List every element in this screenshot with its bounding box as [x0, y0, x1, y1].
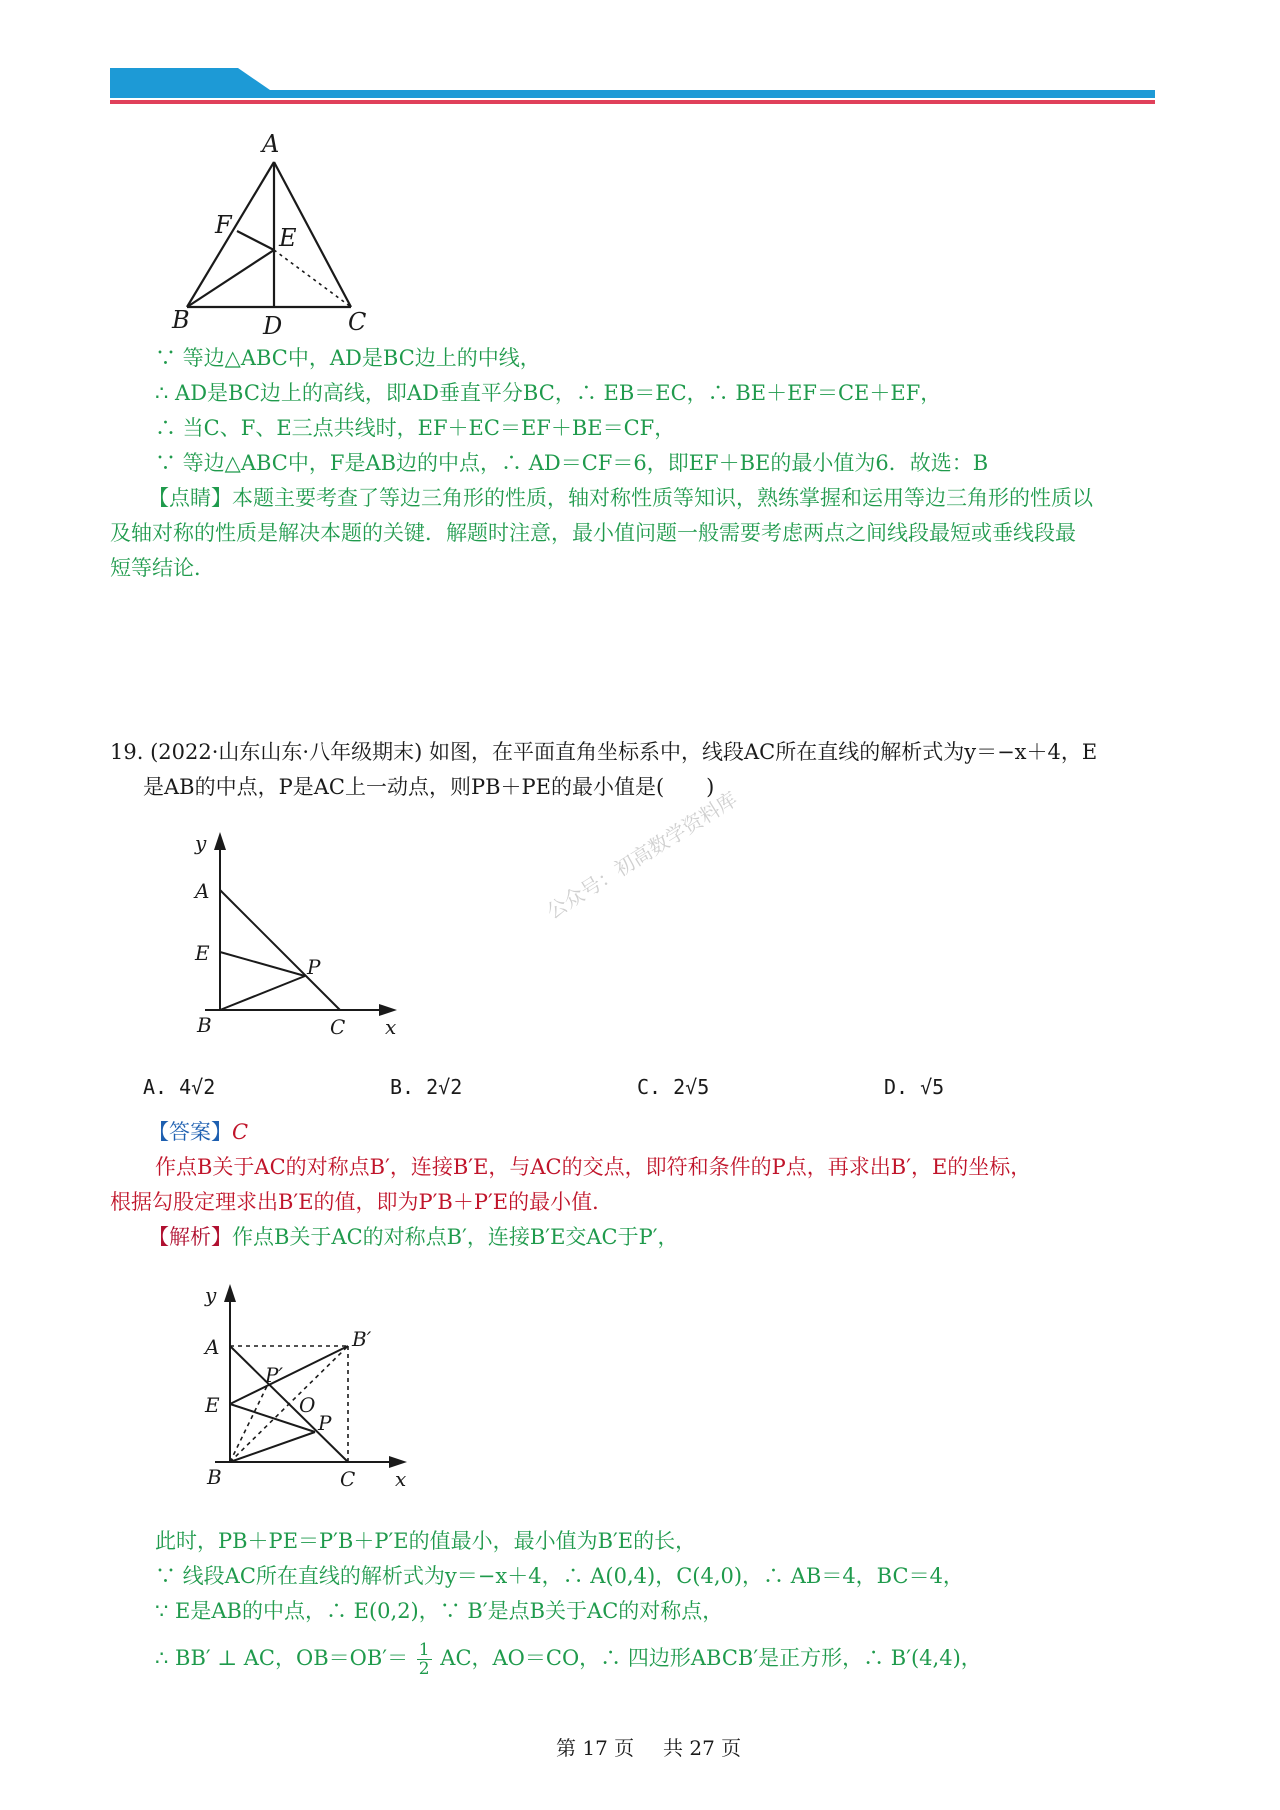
option-d[interactable] [884, 1075, 944, 1099]
label-F: F [215, 211, 232, 239]
question-text-1: 如图，在平面直角坐标系中，线段AC所在直线的解析式为y＝−x＋4，E [428, 740, 1098, 764]
fraction-denominator: 2 [418, 1659, 430, 1679]
solution-line-2: ∴ AD是BC边上的高线，即AD垂直平分BC，∴ EB＝EC，∴ BE＋EF＝CE＋EF， [155, 381, 942, 405]
answer-value: C [232, 1120, 249, 1144]
analysis-line-2: ∵ 线段AC所在直线的解析式为y＝−x＋4，∴ A(0,4)，C(4,0)，∴ AB＝4，BC＝4， [155, 1564, 964, 1588]
label-A: A [205, 1335, 220, 1359]
comment-line-2: 及轴对称的性质是解决本题的关键．解题时注意，最小值问题一般需要考虑两点之间线段最短或垂线段最 [110, 521, 1076, 545]
option-a-text: 4√2 [179, 1075, 216, 1099]
axis-y-label: y [195, 831, 207, 855]
axis-x-label: x [395, 1467, 407, 1491]
comment-line-3: 短等结论． [110, 556, 215, 580]
option-b-text: 2√2 [426, 1075, 463, 1099]
triangle-figure [165, 130, 395, 340]
option-c[interactable] [637, 1075, 709, 1099]
option-a-letter: A. [143, 1075, 168, 1099]
label-E: E [279, 224, 297, 252]
label-B: B [207, 1465, 222, 1489]
question-number: 19. [110, 740, 144, 764]
label-E: E [195, 941, 210, 965]
label-C: C [330, 1015, 346, 1039]
question-line-2: 是AB的中点，P是AC上一动点，则PB＋PE的最小值是( ) [143, 775, 715, 799]
label-E: E [205, 1393, 220, 1417]
option-a[interactable] [143, 1075, 215, 1099]
option-d-text: √5 [920, 1075, 945, 1099]
watermark: 公众号：初高数学资料库 [542, 786, 742, 924]
answer-hint-1: 作点B关于AC的对称点B′，连接B′E，与AC的交点，即符和条件的P点，再求出B′，E的坐标， [155, 1155, 1032, 1179]
analysis-line-1: 此时，PB＋PE＝P′B＋P′E的值最小，最小值为B′E的长， [155, 1529, 697, 1553]
label-C: C [348, 308, 367, 336]
fraction [417, 1641, 432, 1678]
label-P: P [318, 1411, 332, 1435]
label-D: D [263, 312, 283, 340]
axis-x-label: x [385, 1015, 397, 1039]
question-line-1 [110, 737, 1097, 767]
fraction-numerator: 1 [418, 1640, 430, 1660]
comment-line-1 [148, 483, 1093, 513]
answer-line [148, 1117, 248, 1147]
analysis-line-4a: ∴ BB′ ⊥ AC，OB＝OB′＝ [155, 1646, 409, 1670]
header-band [110, 68, 1155, 108]
solution-line-3: ∴ 当C、F、E三点共线时，EF＋EC＝EF＋BE＝CF， [155, 416, 676, 440]
reflection-figure [185, 1282, 415, 1497]
coordinate-figure [185, 830, 415, 1045]
label-B: B [172, 306, 190, 334]
analysis-intro: 作点B关于AC的对称点B′，连接B′E交AC于P′， [232, 1225, 679, 1249]
analysis-line-4b: AC，AO＝CO，∴ 四边形ABCB′是正方形，∴ B′(4,4)， [440, 1646, 982, 1670]
option-b-letter: B. [390, 1075, 415, 1099]
solution-line-1: ∵ 等边△ABC中，AD是BC边上的中线， [155, 346, 541, 370]
question-source: (2022·山东山东·八年级期末) [150, 740, 423, 764]
analysis-intro-line [148, 1222, 679, 1252]
label-P: P [307, 955, 321, 979]
analysis-line-3: ∵ E是AB的中点，∴ E(0,2)，∵ B′是点B关于AC的对称点， [155, 1599, 724, 1623]
analysis-tag: 【解析】 [148, 1225, 232, 1249]
comment-text-1: 本题主要考查了等边三角形的性质，轴对称性质等知识，熟练掌握和运用等边三角形的性质以 [232, 486, 1093, 510]
answer-hint-2: 根据勾股定理求出B′E的值，即为P′B＋P′E的最小值． [110, 1190, 614, 1214]
option-b[interactable] [390, 1075, 462, 1099]
axis-y-label: y [205, 1283, 217, 1307]
option-c-letter: C. [637, 1075, 662, 1099]
label-B: B [197, 1013, 212, 1037]
label-O: O [299, 1393, 316, 1417]
page-number: 第 17 页 [556, 1736, 635, 1760]
label-B-prime: B′ [352, 1327, 372, 1351]
total-pages: 共 27 页 [663, 1736, 742, 1760]
option-d-letter: D. [884, 1075, 909, 1099]
label-P-prime: P′ [265, 1363, 283, 1387]
analysis-line-4 [155, 1640, 982, 1678]
label-A: A [262, 130, 280, 158]
solution-line-4: ∵ 等边△ABC中，F是AB边的中点，∴ AD＝CF＝6，即EF＋BE的最小值为6．故选：B [155, 451, 989, 475]
label-C: C [340, 1467, 356, 1491]
label-A: A [195, 879, 210, 903]
answer-tag: 【答案】 [148, 1120, 232, 1144]
comment-tag: 【点睛】 [148, 486, 232, 510]
option-c-text: 2√5 [673, 1075, 710, 1099]
